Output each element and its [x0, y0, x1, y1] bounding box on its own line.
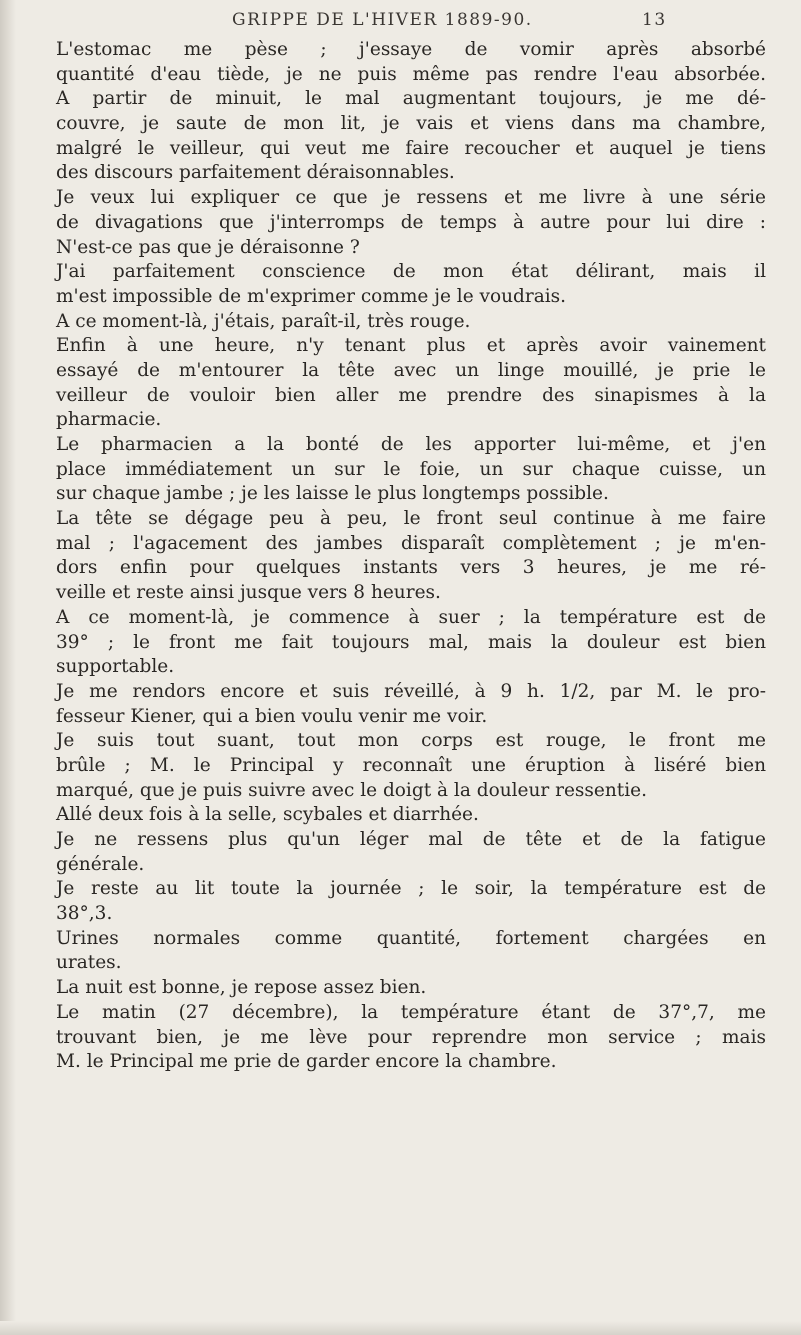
text-line: A ce moment-là, je commence à suer ; la température est de [56, 606, 766, 628]
text-line: malgré le veilleur, qui veut me faire recoucher et auquel je tiens [56, 137, 766, 159]
text-line: urates. [56, 952, 122, 974]
text-line: marqué, que je puis suivre avec le doigt à la douleur ressentie. [56, 779, 647, 801]
page-number: 13 [642, 10, 667, 30]
text-line: La nuit est bonne, je repose assez bien. [56, 977, 427, 999]
text-line: N'est-ce pas que je déraisonne ? [56, 236, 360, 258]
text-line: veille et reste ainsi jusque vers 8 heures. [56, 582, 441, 604]
text-line: Le matin (27 décembre), la température étant de 37°,7, me [56, 1001, 766, 1023]
text-line: de divagations que j'interromps de temps à autre pour lui dire : [56, 211, 766, 233]
text-line: Enfin à une heure, n'y tenant plus et après avoir vainement [56, 335, 766, 357]
text-line: 39° ; le front me fait toujours mal, mais la douleur est bien [56, 631, 766, 653]
text-line: Allé deux fois à la selle, scybales et diarrhée. [56, 804, 479, 826]
text-line: Je reste au lit toute la journée ; le soir, la température est de [56, 878, 766, 900]
text-line: dors enfin pour quelques instants vers 3 heures, je me ré- [56, 557, 766, 579]
text-line: A partir de minuit, le mal augmentant toujours, je me dé- [56, 88, 766, 110]
text-line: Urines normales comme quantité, fortement chargées en [56, 927, 766, 949]
text-line: A ce moment-là, j'étais, paraît-il, très rouge. [56, 310, 471, 332]
running-title: GRIPPE DE L'HIVER 1889-90. [232, 10, 533, 30]
page-gutter-shadow [0, 0, 16, 1335]
text-line: m'est impossible de m'exprimer comme je le voudrais. [56, 285, 567, 307]
text-line: veilleur de vouloir bien aller me prendre des sinapismes à la [56, 384, 766, 406]
text-line: fesseur Kiener, qui a bien voulu venir me voir. [56, 705, 488, 727]
text-line: 38°,3. [56, 903, 113, 925]
text-line: Je veux lui expliquer ce que je ressens et me livre à une série [56, 187, 766, 209]
text-line: générale. [56, 853, 145, 875]
text-line: trouvant bien, je me lève pour reprendre mon service ; mais [56, 1026, 766, 1048]
text-line: pharmacie. [56, 409, 162, 431]
text-line: couvre, je saute de mon lit, je vais et viens dans ma chambre, [56, 113, 766, 135]
text-line: supportable. [56, 656, 175, 678]
text-line: M. le Principal me prie de garder encore la chambre. [56, 1051, 557, 1073]
text-line: Je suis tout suant, tout mon corps est rouge, le front me [56, 730, 766, 752]
text-line: place immédiatement un sur le foie, un sur chaque cuisse, un [56, 458, 766, 480]
text-line: des discours parfaitement déraisonnables. [56, 162, 455, 184]
text-line: Le pharmacien a la bonté de les apporter lui-même, et j'en [56, 434, 766, 455]
text-line: mal ; l'agacement des jambes disparaît complètement ; je m'en- [56, 532, 766, 554]
text-line: Je me rendors encore et suis réveillé, à 9 h. 1/2, par M. le pro- [56, 680, 766, 702]
text-line: essayé de m'entourer la tête avec un linge mouillé, je prie le [56, 359, 766, 381]
text-line: La tête se dégage peu à peu, le front seul continue à me faire [56, 508, 766, 530]
text-line: L'estomac me pèse ; j'essaye de vomir après absorbé [56, 39, 766, 60]
text-line: Je ne ressens plus qu'un léger mal de tête et de la fatigue [56, 829, 766, 850]
text-line: sur chaque jambe ; je les laisse le plus longtemps possible. [56, 483, 609, 505]
text-line: quantité d'eau tiède, je ne puis même pas rendre l'eau absorbée. [56, 63, 766, 85]
text-line: brûle ; M. le Principal y reconnaît une éruption à liséré bien [56, 754, 766, 776]
text-line: J'ai parfaitement conscience de mon état délirant, mais il [56, 261, 766, 283]
body-text [56, 38, 766, 1075]
page-bottom-shadow [0, 1321, 801, 1335]
